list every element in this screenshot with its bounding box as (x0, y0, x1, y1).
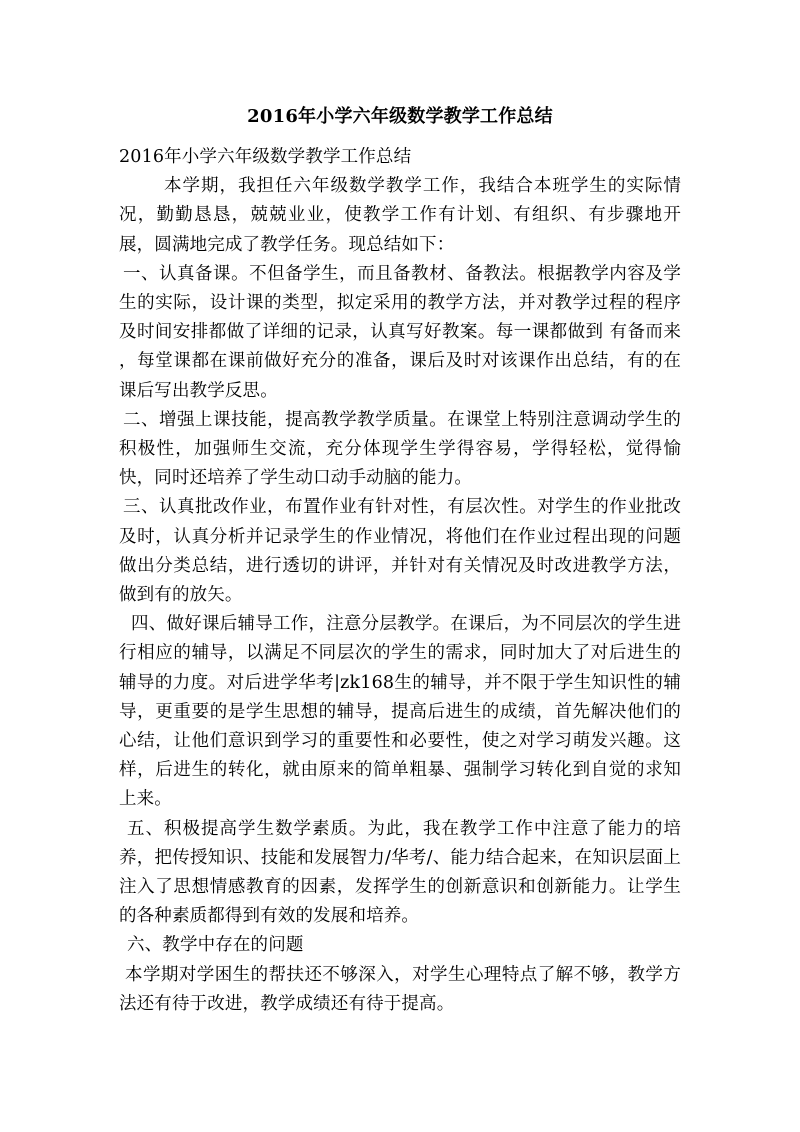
document-title: 2016年小学六年级数学教学工作总结 (247, 106, 553, 127)
intro-paragraph: 本学期，我担任六年级数学教学工作，我结合本班学生的实际情况，勤勤恳恳，兢兢业业，使教学工作有计划、有组织、有步骤地开展，圆满地完成了教学任务。现总结如下： (119, 176, 681, 255)
section-5-paragraph: 五、积极提高学生数学素质。为此，我在教学工作中注意了能力的培养，把传授知识、技能和发展智力/华考/、能力结合起来，在知识层面上注入了思想情感教育的因素，发挥学生的创新意识和创新能力。让学生的各种素质都得到有效的发展和培养。 (119, 818, 681, 927)
section-2-paragraph: 二、增强上课技能，提高教学教学质量。在课堂上特别注意调动学生的积极性，加强师生交流，充分体现学生学得容易，学得轻松，觉得愉快，同时还培养了学生动口动手动脑的能力。 (119, 409, 681, 489)
closing-paragraph: 本学期对学困生的帮扶还不够深入，对学生心理特点了解不够，教学方法还有待于改进，教学成绩还有待于提高。 (119, 964, 681, 1014)
section-3-paragraph: 三、认真批改作业，布置作业有针对性，有层次性。对学生的作业批改及时，认真分析并记录学生的作业情况，将他们在作业过程出现的问题做出分类总结，进行透切的讲评，并针对有关情况及时改进教学方法，做到有的放矢。 (119, 497, 681, 606)
document-body (119, 143, 681, 1019)
document-subtitle: 2016年小学六年级数学教学工作总结 (119, 147, 412, 167)
section-1-paragraph: 一、认真备课。不但备学生，而且备教材、备教法。根据教学内容及学生的实际，设计课的类型，拟定采用的教学方法，并对教学过程的程序及时间安排都做了详细的记录，认真写好教案。每一课都做到 有备而来 ，每堂课都在课前做好充分的准备，课后及时对该课作出总结，有的在课后写出教学反思。 (119, 263, 681, 401)
section-4-paragraph: 四、做好课后辅导工作，注意分层教学。在课后，为不同层次的学生进行相应的辅导，以满足不同层次的学生的需求，同时加大了对后进生的辅导的力度。对后进学华考|zk168生的辅导，并不限于学生知识性的辅导，更重要的是学生思想的辅导，提高后进生的成绩，首先解决他们的心结，让他们意识到学习的重要性和必要性，使之对学习萌发兴趣。这样，后进生的转化，就由原来的简单粗暴、强制学习转化到自觉的求知上来。 (119, 614, 681, 810)
section-6-heading: 六、教学中存在的问题 (127, 935, 304, 956)
